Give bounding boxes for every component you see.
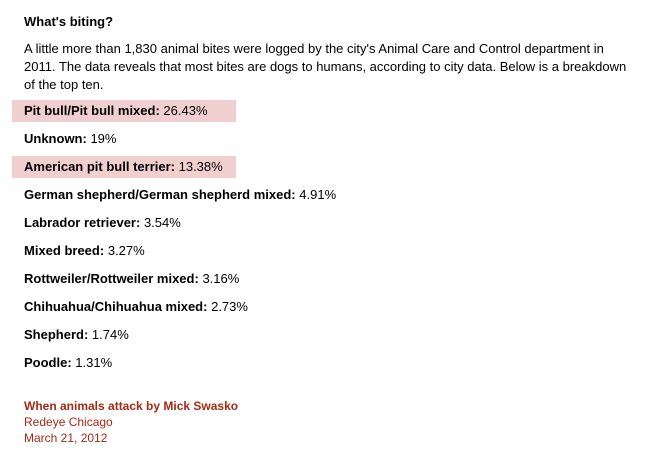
article (24, 14, 634, 446)
breed-name: American pit bull terrier: (24, 159, 175, 174)
breed-row (24, 184, 634, 206)
breed-percent: 4.91% (299, 187, 337, 202)
breed-percent: 2.73% (211, 299, 248, 314)
breed-row (24, 352, 634, 374)
breed-percent: 3.54% (143, 215, 181, 230)
breed-name: Mixed breed: (24, 243, 105, 258)
intro-paragraph: A little more than 1,830 animal bites were logged by the city's Animal Care and Control department in 2011. The data reveals that most bites are dogs to humans, according to city data. Below is a breakdown of the top ten. (24, 41, 627, 92)
breed-name: Poodle: (24, 355, 72, 370)
breed-name: Labrador retriever: (24, 215, 141, 230)
breed-percent: 1.31% (75, 355, 113, 370)
breed-name: Unknown: (24, 131, 87, 146)
breed-row (24, 296, 634, 318)
breed-name: Rottweiler/Rottweiler mixed: (24, 271, 199, 286)
breed-list (24, 100, 634, 374)
breed-name: Pit bull/Pit bull mixed: (24, 103, 160, 118)
breed-percent: 1.74% (91, 327, 129, 342)
breed-percent: 26.43% (163, 103, 208, 118)
breed-row (24, 128, 634, 150)
breed-row (24, 268, 634, 290)
article-heading: What's biting? (24, 14, 114, 29)
breed-name: German shepherd/German shepherd mixed: (24, 187, 296, 202)
breed-percent: 13.38% (178, 159, 223, 174)
byline-credit: When animals attack by Mick Swasko (24, 399, 239, 413)
breed-percent: 3.27% (107, 243, 145, 258)
byline-date: March 21, 2012 (24, 431, 108, 445)
breed-percent: 19% (90, 131, 117, 146)
breed-row (24, 240, 634, 262)
breed-row (12, 100, 236, 122)
breed-name: Chihuahua/Chihuahua mixed: (24, 299, 208, 314)
byline-publication: Redeye Chicago (24, 415, 113, 429)
breed-row (12, 156, 236, 178)
byline (24, 398, 634, 446)
breed-percent: 3.16% (202, 271, 240, 286)
breed-row (24, 324, 634, 346)
breed-name: Shepherd: (24, 327, 89, 342)
breed-row (24, 212, 634, 234)
